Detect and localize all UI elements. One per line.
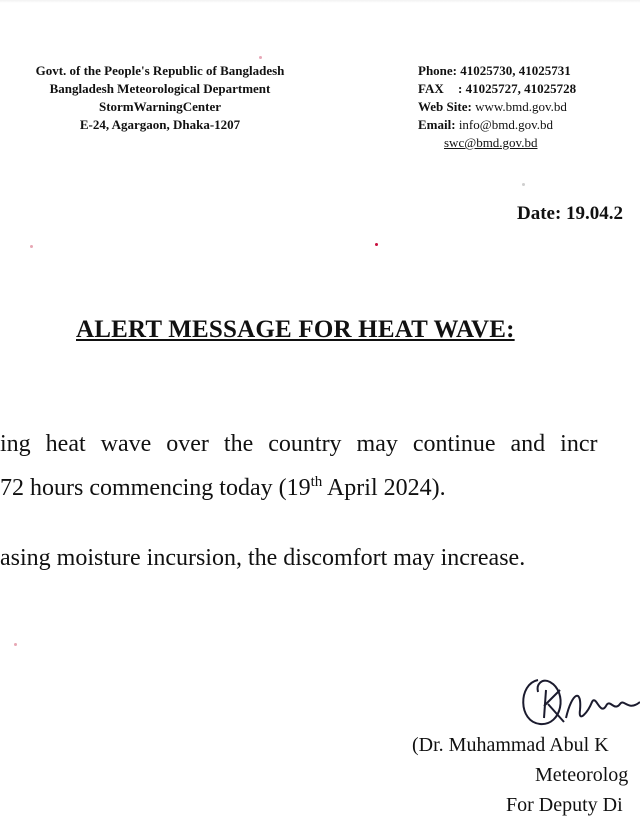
ordinal-suffix: th: [310, 474, 323, 490]
website-row: [418, 98, 640, 116]
website-link[interactable]: www.bmd.gov.bd: [475, 99, 567, 114]
scan-speck: [522, 183, 525, 186]
govt-name: Govt. of the People's Republic of Bangladesh: [35, 63, 285, 78]
office-address: E-24, Agargaon, Dhaka-1207: [79, 117, 241, 132]
signatory-block: [0, 728, 640, 815]
fax-row: [418, 80, 640, 98]
phone-label: Phone:: [418, 63, 457, 78]
alert-line-2: [0, 463, 597, 507]
issue-date: Date: 19.04.2: [517, 203, 624, 224]
scan-speck: [375, 243, 378, 246]
scan-speck: [259, 56, 262, 59]
signatory-for: For Deputy Di: [506, 794, 623, 816]
center-name: StormWarningCenter: [98, 99, 222, 114]
page-top-edge: [0, 0, 640, 3]
department-header: [10, 62, 310, 134]
department-name: Bangladesh Meteorological Department: [49, 81, 271, 96]
storm-center-email-link[interactable]: swc@bmd.gov.bd: [444, 135, 538, 150]
fax-value: : 41025727, 41025728: [458, 81, 577, 96]
alert-title: ALERT MESSAGE FOR HEAT WAVE:: [76, 316, 515, 343]
signature-image: [516, 672, 640, 732]
alert-line-2-text: 72 hours commencing today (19: [0, 475, 311, 501]
alert-line-1: ing heat wave over the country may continue and incr: [0, 431, 598, 457]
signatory-designation: Meteorolog: [535, 764, 629, 786]
fax-label: FAX: [418, 81, 444, 96]
discomfort-note: asing moisture incursion, the discomfort may increase.: [0, 545, 526, 571]
email-label: Email:: [418, 117, 456, 132]
signatory-name: (Dr. Muhammad Abul K: [412, 734, 609, 756]
email-link[interactable]: info@bmd.gov.bd: [458, 117, 553, 132]
phone-row: [418, 62, 640, 80]
alert-paragraph: [0, 425, 597, 507]
alert-line-2-end: April 2024).: [322, 475, 446, 501]
scan-speck: [14, 643, 17, 646]
contact-block: [418, 62, 640, 152]
email-row: [418, 116, 640, 134]
scan-speck: [30, 245, 33, 248]
phone-value: 41025730, 41025731: [460, 63, 571, 78]
website-label: Web Site:: [418, 99, 472, 114]
